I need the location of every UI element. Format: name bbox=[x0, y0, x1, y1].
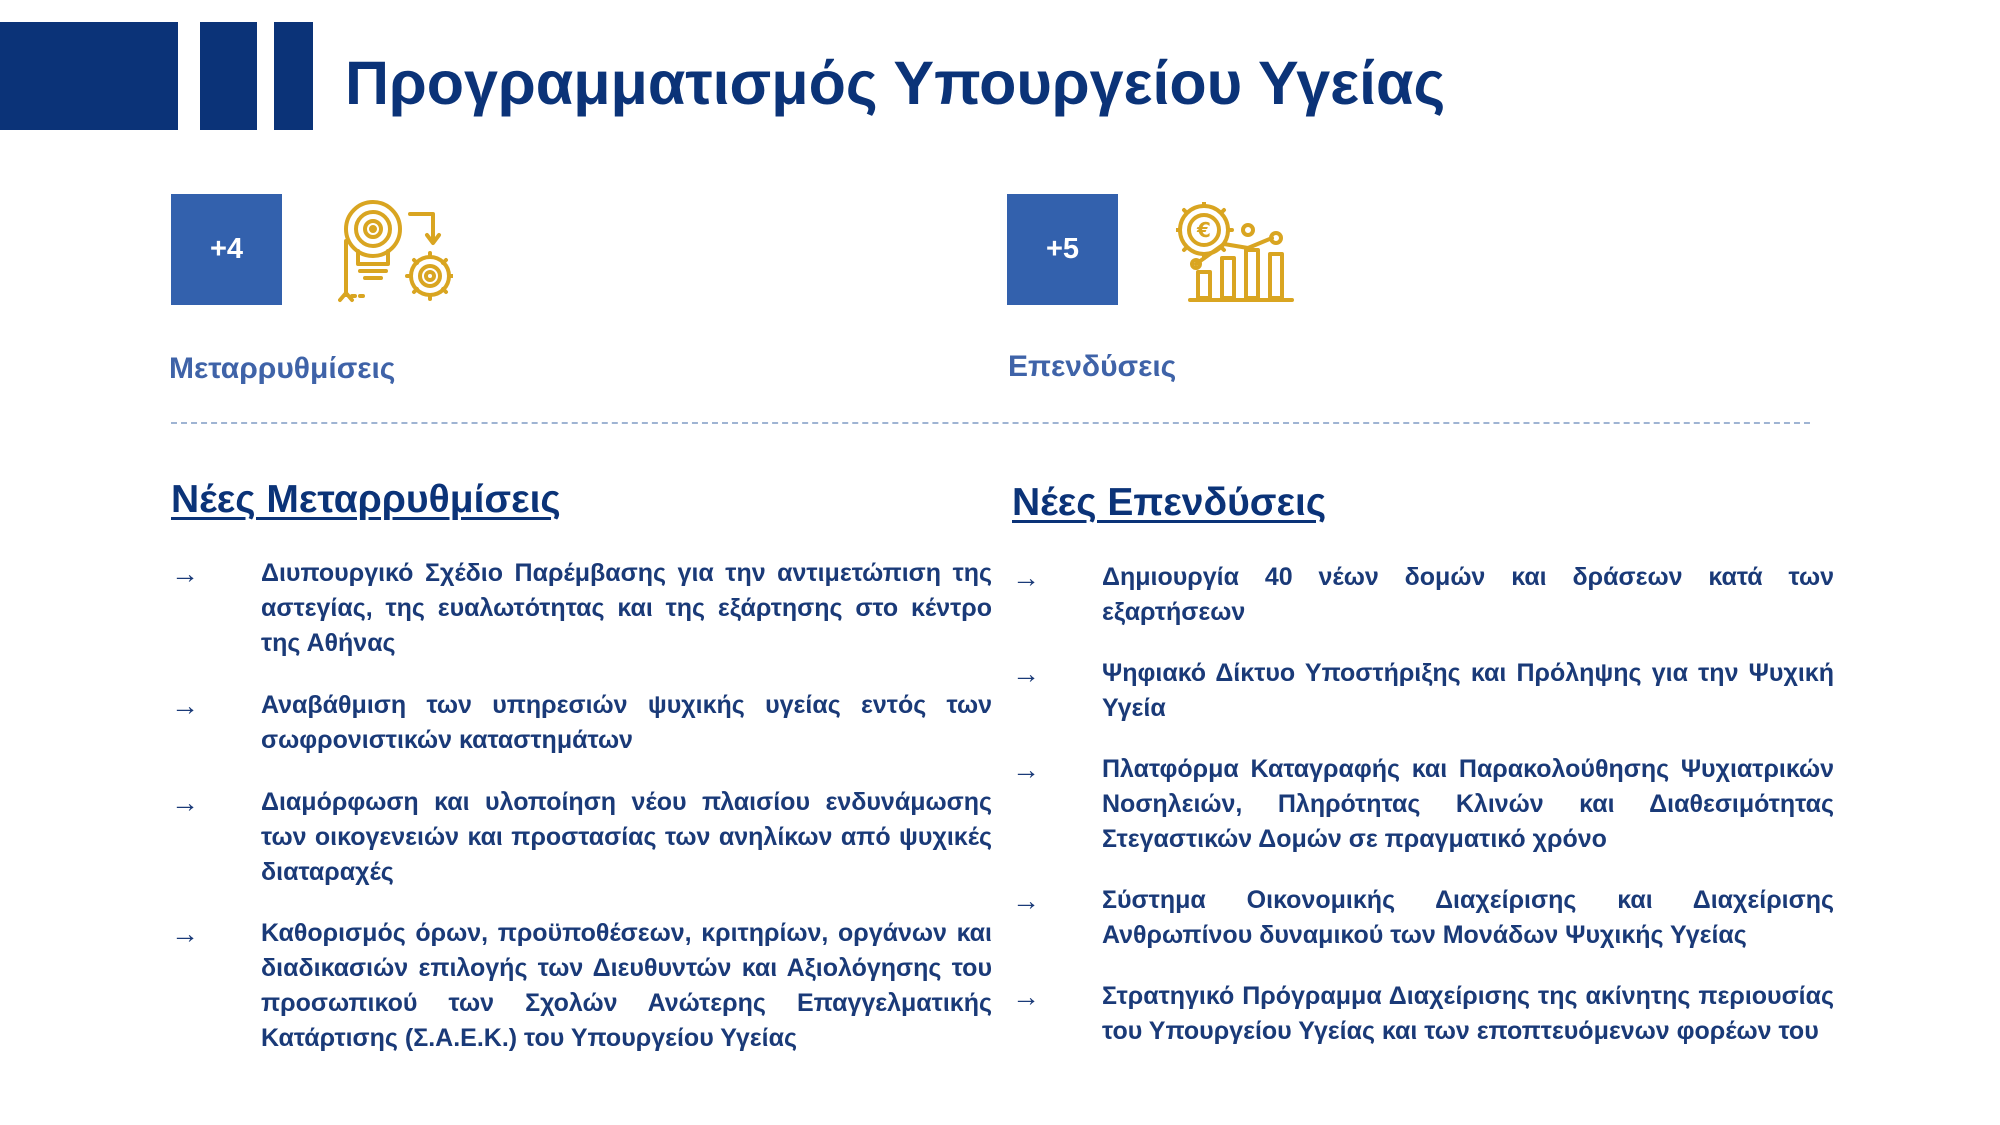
reforms-count-badge: +4 bbox=[171, 194, 282, 305]
investments-count-badge: +5 bbox=[1007, 194, 1118, 305]
page-title: Προγραμματισμός Υπουργείου Υγείας bbox=[345, 49, 1446, 117]
investments-heading: Νέες Επενδύσεις bbox=[1012, 481, 1327, 524]
arrow-right-icon: → bbox=[171, 690, 199, 721]
arrow-right-icon: → bbox=[1012, 981, 1040, 1012]
header-bar-wide bbox=[0, 22, 178, 130]
lightbulb-gears-icon bbox=[338, 196, 453, 306]
reforms-heading: Νέες Μεταρρυθμίσεις bbox=[171, 478, 561, 521]
investments-label: Επενδύσεις bbox=[1008, 350, 1177, 383]
arrow-right-icon: → bbox=[1012, 754, 1040, 785]
arrow-right-icon: → bbox=[171, 787, 199, 818]
arrow-right-icon: → bbox=[1012, 885, 1040, 916]
reforms-label: Μεταρρυθμίσεις bbox=[169, 352, 396, 385]
arrow-right-icon: → bbox=[1012, 658, 1040, 689]
header-bar-mid bbox=[200, 22, 257, 130]
section-divider bbox=[171, 422, 1810, 424]
euro-gear-chart-icon bbox=[1176, 202, 1296, 306]
arrow-right-icon: → bbox=[171, 918, 199, 949]
arrow-right-icon: → bbox=[171, 558, 199, 589]
header-bar-narrow bbox=[274, 22, 313, 130]
arrow-right-icon: → bbox=[1012, 562, 1040, 593]
svg-text:€: € bbox=[1197, 218, 1211, 242]
